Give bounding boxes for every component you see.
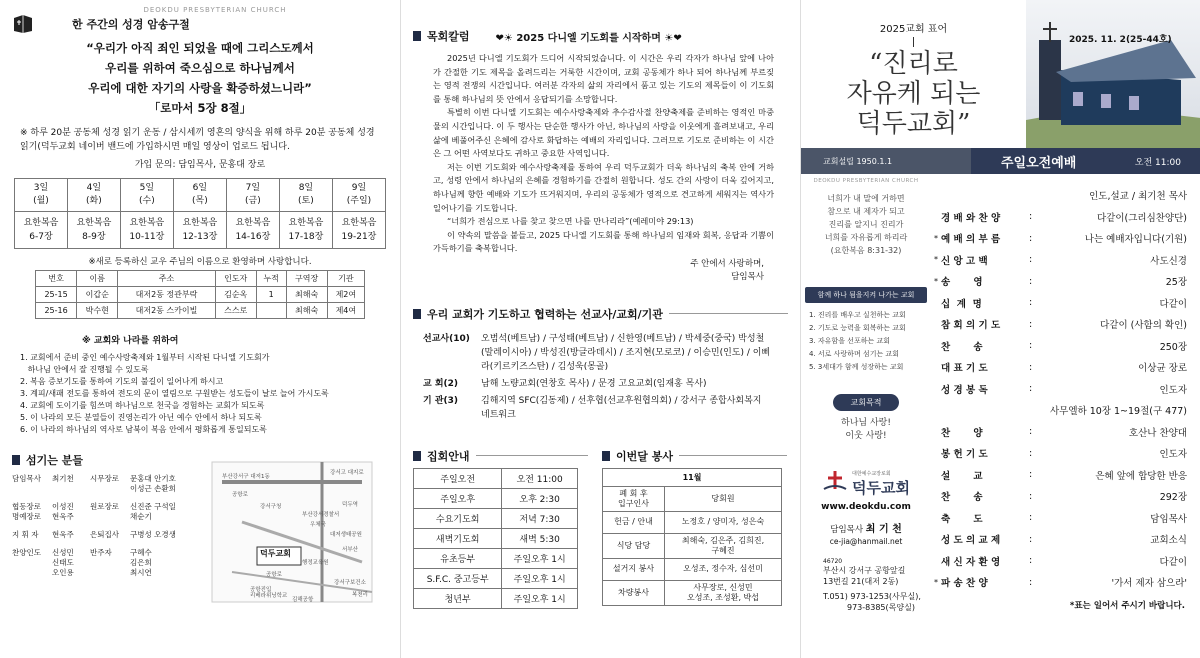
gathering-time: 오전 11:00: [502, 468, 578, 488]
motto-line: “진리로: [869, 49, 958, 79]
worship-part: 봉 헌 기 도: [941, 449, 988, 461]
postal-code: 46720: [823, 558, 843, 565]
newcomer-cell: 이갑순: [77, 287, 118, 303]
prayer-item: 5. 이 나라의 모든 분열들이 진영논리가 아닌 예수 안에서 하나 되도록: [20, 413, 262, 422]
column-title: 목회칼럼: [427, 30, 470, 43]
worship-part: 신 앙 고 백: [941, 255, 988, 267]
worship-colon: :: [1029, 318, 1033, 330]
server-role: 원로장로: [90, 502, 119, 511]
map-label: 행정교육원: [302, 560, 329, 566]
column-paragraph: “너희가 전심으로 나를 찾고 찾으면 나를 만나리라”(예레미야 29:13): [447, 216, 694, 227]
worship-part: 송 영: [941, 277, 983, 289]
cover-verse-line: 너희가 내 말에 거하면: [827, 194, 905, 203]
newcomer-cell: 1: [256, 287, 286, 303]
reading-table: [14, 178, 386, 249]
reading-chapter: 요한복음 6-7장: [15, 212, 68, 249]
newcomer-cell: 최해숙: [286, 287, 327, 303]
worship-part: 찬 양: [941, 427, 983, 439]
pastor-label: 담임목사: [830, 525, 864, 535]
reading-day: 3일 (월): [15, 179, 68, 212]
mission-row: [423, 377, 772, 391]
column-paragraph: 특별히 이번 다니엘 기도회는 예수사랑축제와 추수감사절 찬양축제를 준비하는 영적인 마중물의 시간입니다. 이 두 행사는 단순한 행사가 아닌, 하나님의 사랑을 이웃에게 흘려보내고, 우리 삶에 베풀어주신 은혜에 감사로 화답하는 예배의 자리입니다. 그러므로 기도로 준비하는 이 시간은 그 어떤 사역보다도 귀하고 중요한 사역입니다.: [433, 107, 774, 159]
worship-detail: 다같이: [1159, 298, 1187, 310]
mission-text: 김해지역 SFC(김동제) / 선후협(선교후원협의회) / 강서구 종합사회복지 네트워크: [481, 395, 762, 420]
gathering-row: [414, 528, 578, 548]
column-body: [413, 48, 788, 256]
gathering-name: 유초등부: [414, 548, 502, 568]
duty-table: [602, 468, 782, 606]
worship-part: 예 배 의 부 름: [941, 234, 1001, 246]
newcomer-header: 기관: [327, 271, 364, 287]
reading-chapter: 요한복음 14-16장: [226, 212, 279, 249]
map-label: 공항로: [266, 572, 282, 578]
motto-line: 덕두교회”: [856, 109, 971, 139]
worship-item: [931, 507, 1200, 529]
worship-colon: :: [1029, 490, 1033, 502]
duty-row: [603, 580, 782, 605]
worship-part: 찬 송: [941, 492, 983, 504]
cross-logo-icon: [822, 469, 848, 498]
worship-detail: 이상균 장로: [1138, 363, 1187, 375]
verse-line: 우리를 위하여 죽으심으로 하나님께서: [105, 61, 295, 75]
duty-names: 최해숙, 김은주, 김희진, 구혜진: [665, 533, 782, 558]
worship-item: [931, 249, 1200, 271]
server-role: 찬양인도: [12, 548, 41, 557]
worship-detail: 사도신경: [1150, 255, 1187, 267]
worship-item: [931, 228, 1200, 250]
reading-day: 4일 (화): [67, 179, 120, 212]
church-logo: [801, 469, 931, 498]
worship-item: [931, 314, 1200, 336]
server-name: 현욱주: [52, 530, 74, 539]
mission-text: 남해 노량교회(연창호 목사) / 문경 고요교회(임재홍 목사): [481, 378, 707, 389]
server-role: 협동장로 명예장로: [12, 502, 41, 521]
duty-role: 폐 회 후 입구인사: [603, 486, 665, 511]
map-label: 덕두역: [342, 502, 358, 508]
duty-role: 설거지 봉사: [603, 558, 665, 580]
panel-column: [400, 0, 800, 658]
purpose-line: 이웃 사랑!: [845, 431, 887, 441]
newcomer-cell: 대저2동 정관부락: [118, 287, 215, 303]
duty-names: 오성조, 정수자, 심선미: [665, 558, 782, 580]
newcomer-cell: 최해숙: [286, 303, 327, 319]
verse-block: [12, 38, 388, 118]
reading-note: ※ 하루 20분 공동체 성경 읽기 운동 / 삼시세끼 영혼의 양식을 위해 하루 20분 공동체 성경 읽기(덕두교회 네이버 밴드에 가입하시면 매일 영상이 업로드 됩니다.: [20, 128, 375, 152]
newcomer-header: 번호: [36, 271, 77, 287]
mission-label: 교 회(2): [423, 378, 459, 389]
newcomer-header: 구역장: [286, 271, 327, 287]
prayer-item: 1. 교회에서 준비 중인 예수사랑축제와 1월부터 시작된 다니엘 기도회가: [20, 353, 270, 362]
worship-colon: :: [1029, 211, 1033, 223]
cover-verse-line: 진리를 알지니 진리가: [828, 220, 904, 229]
map-label: 공항진입 리베라위닝학교: [250, 587, 288, 599]
map-label: 부산강서구 대저1동: [222, 474, 270, 480]
worship-item: [931, 550, 1200, 572]
logo-name: 덕두교회: [852, 478, 910, 497]
prayer-item: 6. 이 나라의 하나님의 역사로 남북이 복음 안에서 평화롭게 통일되도록: [20, 425, 267, 434]
newcomer-cell: 스스로: [215, 303, 256, 319]
worship-colon: :: [1029, 361, 1033, 373]
church-map: [202, 452, 382, 612]
verse-line: 우리에 대한 자기의 사랑을 확증하셨느니라”: [88, 81, 312, 95]
verse-line: “우리가 아직 죄인 되었을 때에 그리스도께서: [86, 41, 314, 55]
worship-colon: :: [1029, 469, 1033, 481]
reading-day: 6일 (목): [173, 179, 226, 212]
newcomer-row: [36, 303, 365, 319]
worship-item: [931, 335, 1200, 357]
prayer-title: ※ 교회와 나라를 위하여: [82, 336, 179, 346]
column-paragraph: 저는 이번 기도회와 예수사랑축제를 통하여 우리 덕두교회가 더욱 하나님의 축복 안에 거하고, 성령 안에서 하나님의 은혜를 경험하기를 간절히 원합니다. 성도 간의 사랑이 더욱 깊어지고, 하나님께 향한 예배와 기도가 뜨거워지며, 우리의 공동체가 영적으로 견고하게 세워지는 역사가 일어나기를 기도합니다.: [433, 161, 774, 213]
server-name: 신성민 신태도 오인용: [52, 548, 74, 577]
map-label: 복천리: [352, 592, 368, 598]
bulletin-date: 2025. 11. 2(25-44호): [1069, 35, 1172, 45]
cover-verse-line: 너희를 자유롭게 하리라: [824, 233, 908, 242]
column-signer: 담임목사: [731, 271, 764, 282]
vision-item: 1. 진리를 배우고 실천하는 교회: [809, 311, 906, 319]
map-label: 서부산: [342, 547, 358, 553]
worship-colon: :: [1029, 576, 1033, 588]
duty-title: 이번달 봉사: [616, 449, 673, 463]
mission-list: [413, 326, 788, 422]
memory-title: 한 주간의 성경 암송구절: [72, 18, 190, 31]
server-role: 지 휘 자: [12, 530, 39, 539]
vision-list: [801, 303, 931, 374]
address-line: 13번길 21(대저 2동): [823, 577, 899, 586]
worship-part: 축 도: [941, 513, 983, 525]
prayer-item: 하나님 안에서 잘 진행될 수 있도록: [20, 365, 149, 374]
reading-chapter: 요한복음 19-21장: [332, 212, 385, 249]
reading-day: 9일 (주일): [332, 179, 385, 212]
gathering-time: 주일오후 1시: [502, 548, 578, 568]
cover-sidebar: [801, 178, 931, 648]
cover-header: [801, 0, 1200, 148]
prayer-item: 3. 계피/새패 전도를 통하여 전도의 문이 열림으로 구원받는 성도들이 날로 늘어 가시도록: [20, 389, 329, 398]
vision-item: 2. 기도로 능력을 회복하는 교회: [809, 324, 906, 332]
gathering-time: 저녁 7:30: [502, 508, 578, 528]
gathering-name: 주일오후: [414, 488, 502, 508]
phone-line: 973-8385(목양실): [847, 603, 915, 612]
website-link[interactable]: www.deokdu.com: [821, 502, 911, 512]
panel-memory-verse: [0, 0, 400, 658]
worship-colon: :: [1029, 512, 1033, 524]
newcomer-table: [35, 270, 365, 319]
worship-detail: 25장: [1165, 277, 1187, 289]
vision-title: 함께 하나 됨을지켜 나가는 교회: [805, 287, 927, 303]
worship-colon: :: [1029, 275, 1033, 287]
duty-row: [603, 533, 782, 558]
worship-detail: 다같이(그리심찬양단): [1096, 212, 1187, 224]
cover-verse-line: (요한복음 8:31-32): [830, 246, 902, 255]
newcomer-row: [36, 287, 365, 303]
worship-part: 참 회 의 기 도: [941, 320, 1001, 332]
worship-colon: :: [1029, 447, 1033, 459]
church-caption: DEOKDU PRESBYTERIAN CHURCH: [813, 178, 919, 184]
worship-detail: '가서 제자 삼으라': [1111, 578, 1187, 590]
prayer-item: 4. 교회에 도이기를 힘쓰며 하나님으로 천국을 경험하는 교회가 되도록: [20, 401, 265, 410]
motto-line: 자유케 되는: [846, 79, 981, 109]
church-caption: DEOKDU PRESBYTERIAN CHURCH: [143, 6, 287, 14]
map-label: 강서구청: [260, 504, 282, 510]
vision-item: 4. 서로 사랑하며 섬기는 교회: [809, 350, 899, 358]
cover-verse: [801, 192, 931, 257]
newcomer-cell: 김순옥: [215, 287, 256, 303]
founded-date: 교회설립 1950.1.1: [801, 148, 971, 174]
map-label: 부산강서경찰서: [302, 512, 340, 518]
service-title: 주일오전예배: [1001, 155, 1077, 171]
standing-marker: *: [934, 255, 938, 265]
servers-grid: [12, 474, 202, 578]
reading-contact: 가입 문의: 담임목사, 문홍대 장로: [134, 160, 266, 170]
vision-item: 5. 3세대가 함께 성장하는 교회: [809, 363, 904, 371]
reading-day: 5일 (수): [120, 179, 173, 212]
worship-colon: :: [1029, 383, 1033, 395]
duty-row: [603, 558, 782, 580]
newcomer-cell: 25-15: [36, 287, 77, 303]
server-role: 담임목사: [12, 474, 41, 483]
reading-chapter: 요한복음 8-9장: [67, 212, 120, 249]
standing-marker: *: [934, 276, 938, 286]
worship-detail: 교회소식: [1150, 535, 1187, 547]
newcomer-title: ※새로 등록하신 교우 주님의 이름으로 환영하며 사랑합니다.: [88, 257, 312, 267]
pastor-name: 최 기 천: [865, 524, 902, 535]
gathering-row: [414, 588, 578, 608]
duty-role: 헌금 / 안내: [603, 511, 665, 533]
servers-title: 섬기는 분들: [26, 454, 83, 467]
map-label: 우체국: [310, 522, 326, 528]
worship-colon: :: [1029, 340, 1033, 352]
worship-detail: 다같이: [1159, 556, 1187, 568]
worship-item: [931, 421, 1200, 443]
reading-chapter: 요한복음 10-11장: [120, 212, 173, 249]
service-bar: [801, 148, 1200, 174]
section-marker: [12, 455, 20, 465]
map-label: 김해공항: [292, 597, 314, 603]
worship-detail: 은혜 앞에 합당한 반응: [1095, 470, 1187, 482]
purpose-title: 교회목적: [833, 394, 899, 411]
worship-part: 경 배 와 찬 양: [941, 212, 1001, 224]
gathering-row: [414, 508, 578, 528]
worship-colon: :: [1029, 232, 1033, 244]
worship-part: 십 계 명: [941, 298, 982, 310]
column-sign: 주 안에서 사랑하며,: [690, 258, 764, 269]
order-of-worship: [931, 178, 1200, 658]
standing-marker: *: [934, 233, 938, 243]
mission-text: 오범석(베트남) / 구성태(베트남) / 신한영(베트남) / 박세중(중국) 박성철(말레이시아) / 박성진(방글라데시) / 조지현(모로코) / 이승민(인도) / 이삐라(키르키즈스탄) / 김성욱(몽골): [481, 333, 771, 372]
mission-label: 선교사(10): [423, 333, 470, 344]
worship-item: [931, 572, 1200, 594]
gathering-row: [414, 468, 578, 488]
duty-row: [603, 511, 782, 533]
worship-detail: 나는 예배자입니다(기원): [1084, 234, 1187, 246]
gathering-name: 수요기도회: [414, 508, 502, 528]
worship-item: [931, 529, 1200, 551]
newcomer-header: 주소: [118, 271, 215, 287]
gathering-row: [414, 488, 578, 508]
worship-part: 새 신 자 환 영: [941, 556, 1001, 568]
service-time: 오전 11:00: [1134, 157, 1181, 168]
column-paragraph: 이 약속의 말씀을 붙들고, 2025 다니엘 기도회를 통해 하나님의 임재와 회복, 응답과 기쁨이 가득하기를 축복합니다.: [433, 229, 774, 254]
map-label: 대저생태공원: [330, 532, 362, 538]
reading-day: 8일 (토): [279, 179, 332, 212]
map-label: 강서고 대지로: [330, 470, 364, 476]
duty-row: [603, 486, 782, 511]
gathering-name: 새벽기도회: [414, 528, 502, 548]
column-paragraph: 2025년 다니엘 기도회가 드디어 시작되었습니다. 이 시간은 우리 각자가 하나님 앞에 나아가 간절한 기도 제목을 올려드리는 거룩한 시간이며, 교회 공동체가 하나 되어 하나님께 부르짖는 영적 전쟁의 시간입니다. 여러분 각자의 삶의 자리에서 품고 있는 기도의 제목들이 이 기도회를 통해 하나님의 뜻 안에서 응답되기를 소망합니다.: [433, 53, 774, 104]
duty-names: 노정호 / 양미자, 성은숙: [665, 511, 782, 533]
prayer-item: 2. 복음 증보기도를 통하여 기도의 불길이 일어나게 하시고: [20, 377, 224, 386]
vision-item: 3. 자유함을 선포하는 교회: [809, 337, 890, 345]
server-role: 은퇴집사: [90, 530, 119, 539]
server-name: 구병성 오경생: [130, 530, 176, 539]
worship-detail: 담임목사: [1150, 513, 1187, 525]
mission-row: [423, 332, 772, 374]
worship-colon: :: [1029, 533, 1033, 545]
map-label: 강서구보건소: [334, 580, 366, 586]
worship-detail: 사무엘하 10장 1~19절(구 477): [1049, 406, 1187, 418]
cover-verse-line: 참으로 내 제자가 되고: [827, 207, 905, 216]
phone-line: T.051) 973-1253(사무실),: [823, 592, 921, 601]
worship-part: 성 도 의 교 제: [941, 535, 1001, 547]
prayer-list: [12, 352, 388, 436]
worship-colon: :: [1029, 297, 1033, 309]
worship-item: [931, 443, 1200, 465]
newcomer-header: 이름: [77, 271, 118, 287]
worship-item: [931, 292, 1200, 314]
worship-detail: 인도자: [1159, 449, 1187, 461]
worship-item: [931, 464, 1200, 486]
server-name: 신진준 구석일 채순기: [130, 502, 176, 521]
verse-reference: 「로마서 5장 8절」: [148, 101, 252, 115]
worship-item: [931, 271, 1200, 293]
worship-part: 설 교: [941, 470, 983, 482]
reading-chapter: 요한복음 17-18장: [279, 212, 332, 249]
worship-part: 찬 송: [941, 341, 983, 353]
newcomer-cell: 제2여: [327, 287, 364, 303]
gathering-name: 주일오전: [414, 468, 502, 488]
worship-part: 대 표 기 도: [941, 363, 988, 375]
bible-icon: [12, 14, 34, 34]
worship-item: [931, 378, 1200, 400]
gathering-title: 집회안내: [427, 449, 470, 463]
server-name: 이성진 현욱주: [52, 502, 74, 521]
motto-label: 2025교회 표어: [879, 24, 948, 35]
worship-detail: 인도자: [1159, 384, 1187, 396]
duty-role: 차량봉사: [603, 580, 665, 605]
gathering-name: 청년부: [414, 588, 502, 608]
worship-item: [931, 206, 1200, 228]
gathering-row: [414, 568, 578, 588]
gathering-name: S.F.C. 중고등부: [414, 568, 502, 588]
worship-colon: :: [1029, 555, 1033, 567]
leader-line: 인도,설교 / 최기천 목사: [1089, 191, 1187, 202]
column-heading: ❤☀ 2025 다니엘 기도회를 시작하며 ☀❤: [495, 32, 682, 44]
worship-detail: 250장: [1159, 341, 1187, 353]
address-line: 부산시 강서구 공항앞길: [823, 566, 906, 575]
purpose-line: 하나님 사랑!: [841, 418, 891, 428]
worship-item: [931, 400, 1200, 422]
section-marker: [413, 451, 421, 461]
worship-part: 성 경 봉 독: [941, 384, 988, 396]
logo-denomination: 대한예수교장로회: [852, 470, 891, 477]
duty-names: 사무장로, 신성민 오성조, 조성환, 박섭: [665, 580, 782, 605]
memory-header: [12, 6, 388, 34]
server-role: 시무장로: [90, 474, 119, 483]
gathering-time: 주일오후 1시: [502, 568, 578, 588]
standing-footnote: *표는 일어서 주시기 바랍니다.: [1069, 601, 1185, 611]
email-link[interactable]: ce-jia@hanmail.net: [829, 537, 903, 546]
mission-row: [423, 394, 772, 422]
reading-chapter: 요한복음 12-13장: [173, 212, 226, 249]
standing-marker: *: [934, 577, 938, 587]
gathering-row: [414, 548, 578, 568]
newcomer-cell: 박수현: [77, 303, 118, 319]
server-name: 구혜수 김은희 최시연: [130, 548, 152, 577]
section-marker: [413, 309, 421, 319]
map-church-marker: 덕두교회: [260, 549, 291, 558]
newcomer-cell: 제4여: [327, 303, 364, 319]
section-marker: [602, 451, 610, 461]
worship-detail: 292장: [1159, 492, 1187, 504]
worship-colon: :: [1029, 254, 1033, 266]
server-name: 최기천: [52, 474, 74, 483]
duty-month: 11월: [603, 468, 782, 486]
server-role: 반주자: [90, 548, 112, 557]
duty-role: 식당 담당: [603, 533, 665, 558]
reading-day: 7일 (금): [226, 179, 279, 212]
worship-item: [931, 486, 1200, 508]
worship-part: 파 송 찬 양: [941, 578, 988, 590]
newcomer-cell: 25-16: [36, 303, 77, 319]
gathering-time: 주일오후 1시: [502, 588, 578, 608]
worship-detail: 호산나 찬양대: [1128, 427, 1187, 439]
gathering-time: 오후 2:30: [502, 488, 578, 508]
worship-item: [931, 357, 1200, 379]
map-label: 공항로: [232, 492, 248, 498]
gathering-table: [413, 468, 578, 609]
mission-title: 우리 교회가 기도하고 협력하는 선교사/교회/기관: [427, 307, 663, 321]
newcomer-cell: 대저2동 스카이빌: [118, 303, 215, 319]
newcomer-header: 누적: [256, 271, 286, 287]
newcomer-cell: [256, 303, 286, 319]
newcomer-header: 인도자: [215, 271, 256, 287]
worship-colon: :: [1029, 426, 1033, 438]
section-marker: [413, 31, 421, 41]
gathering-time: 새벽 5:30: [502, 528, 578, 548]
worship-detail: 다같이 (사함의 확인): [1100, 320, 1187, 332]
server-name: 문홍대 안기호 이성근 손환희: [130, 474, 176, 493]
duty-names: 당회원: [665, 486, 782, 511]
panel-cover: [800, 0, 1200, 658]
church-motto: [801, 49, 1026, 139]
mission-label: 기 관(3): [423, 395, 459, 406]
